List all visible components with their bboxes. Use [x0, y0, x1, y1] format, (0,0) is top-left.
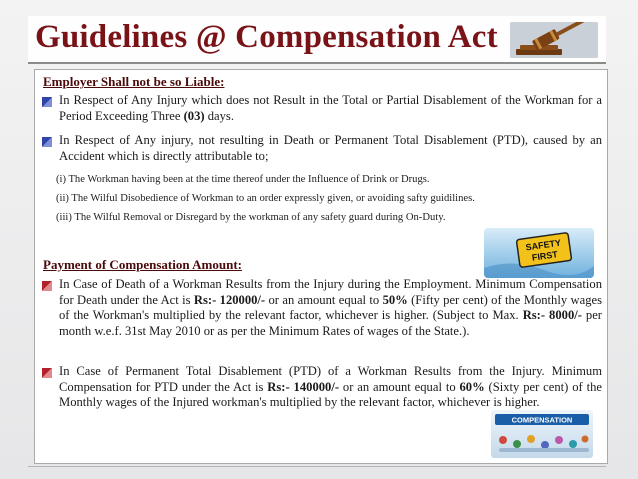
section1-heading: Employer Shall not be so Liable:	[43, 74, 225, 89]
section1-bullet1: In Respect of Any Injury which does not Result in the Total or Partial Disablement of the Workman for a Period Exceeding Three (03) days.	[59, 93, 602, 123]
safety-sign-line1: SAFETY	[525, 237, 562, 253]
bullet-square-icon	[42, 97, 52, 107]
safety-first-image	[484, 228, 594, 278]
section1-bullet2: In Respect of Any injury, not resulting in Death or Permanent Total Disablement (PTD), caused by an Accident which is directly attributable to;	[59, 133, 602, 163]
bullet-square-icon	[42, 137, 52, 147]
safety-sign-line2: FIRST	[531, 249, 559, 263]
content-panel	[34, 69, 608, 464]
slide-title: Guidelines @ Compensation Act	[35, 19, 498, 55]
list-item: (iii) The Wilful Removal or Disregard by the workman of any safety guard during On-Duty.	[56, 212, 446, 223]
section2-bullet1: In Case of Death of a Workman Results from the Injury during the Employment. Minimum Compensation for Death under the Act is Rs:- 120000/- or an amount equal to 50% (Fifty per cent) of the Monthly wages of the Workman's multiplied by the relevant factor, whichever is higher. (Subject to Max. Rs:- 8000/- per month w.e.f. 31st May 2010 or as per the Minimum Rates of wages of the State.).	[59, 277, 602, 338]
bullet-square-icon	[42, 368, 52, 378]
bullet-square-icon	[42, 281, 52, 291]
compensation-image	[491, 410, 593, 458]
bottom-divider	[28, 466, 606, 467]
section2-heading: Payment of Compensation Amount:	[43, 257, 242, 272]
gavel-icon	[510, 22, 598, 58]
list-item: (i) The Workman having been at the time thereof under the Influence of Drink or Drugs.	[56, 174, 430, 185]
list-item: (ii) The Wilful Disobedience of Workman to an order expressly given, or avoiding safty guidilines.	[56, 193, 475, 204]
section2-bullet2: In Case of Permanent Total Disablement (PTD) of a Workman Results from the Injury. Minimum Compensation for PTD under the Act is Rs:- 140000/- or an amount equal to 60% (Sixty per cent) of the Monthly wages of the Injured workman's multiplied by the relevant factor, whichever is higher.	[59, 364, 602, 409]
compensation-banner-text: COMPENSATION	[511, 415, 573, 425]
